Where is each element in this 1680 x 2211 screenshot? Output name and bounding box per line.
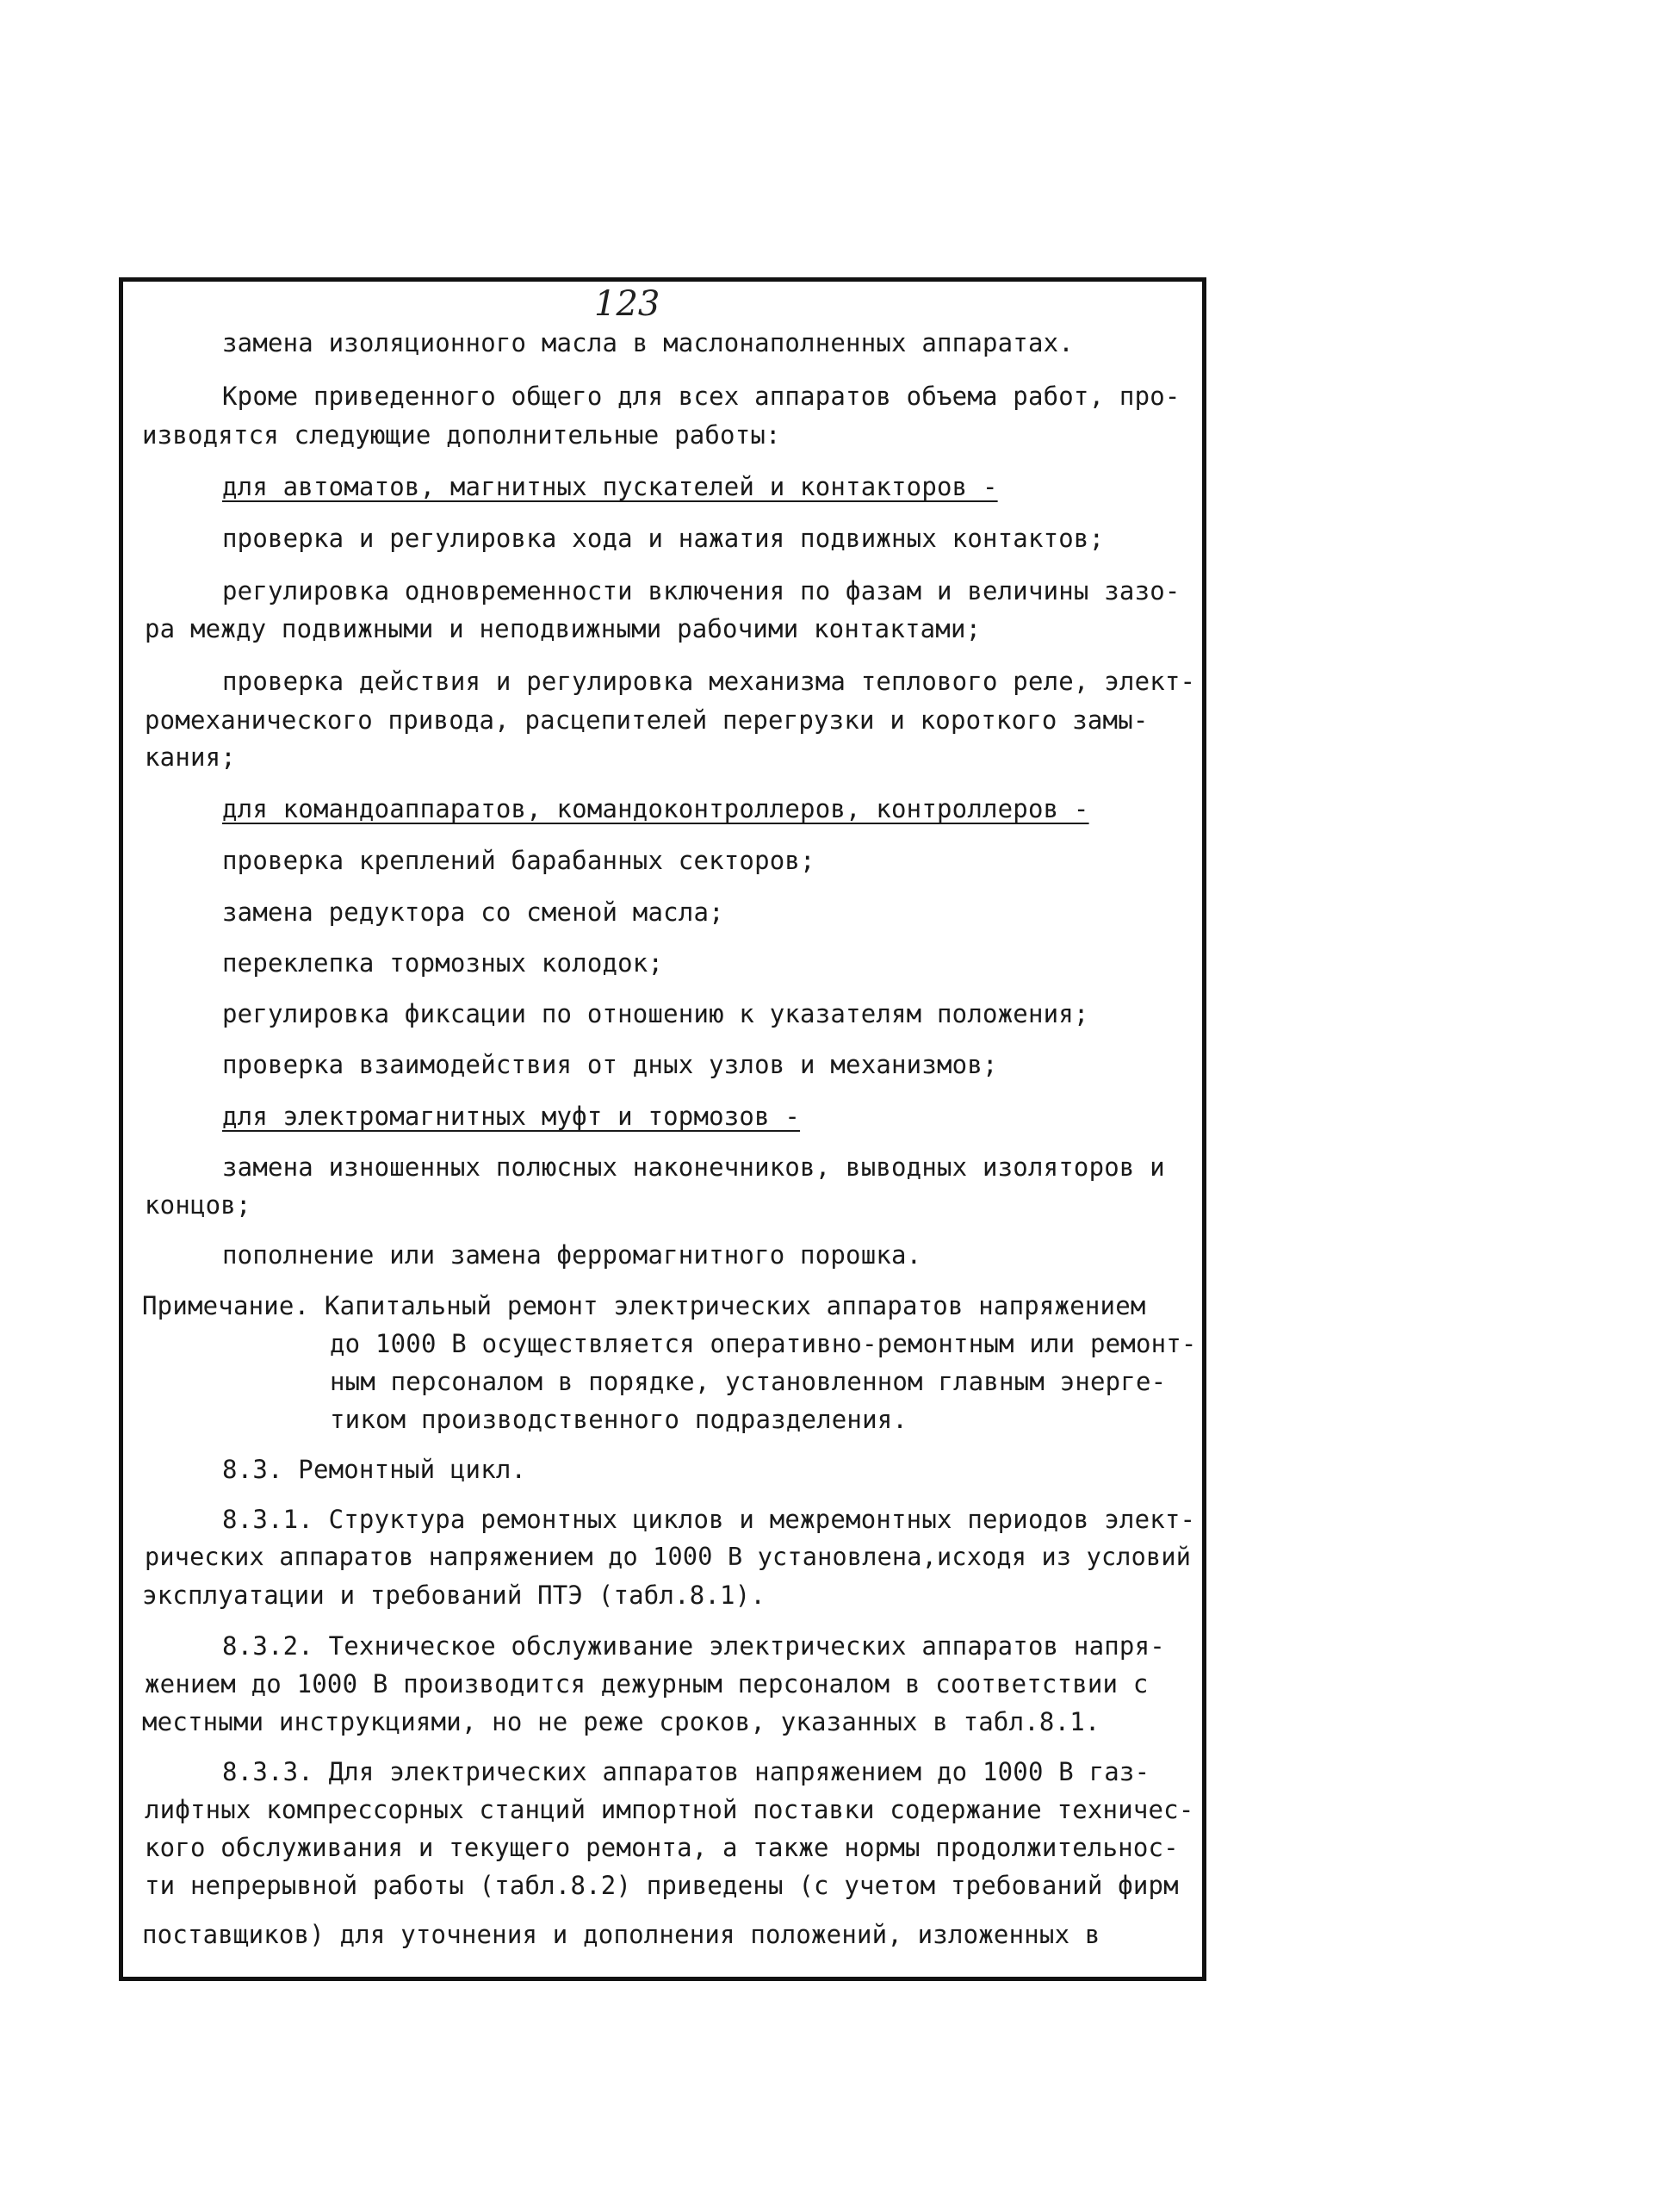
text-line: Кроме приведенного общего для всех аппаратов объема работ, про-: [222, 382, 1181, 411]
text-line: регулировка одновременности включения по фазам и величины зазо-: [222, 576, 1181, 606]
text-line: замена изношенных полюсных наконечников, выводных изоляторов и: [222, 1152, 1165, 1182]
text-line: рических аппаратов напряжением до 1000 В установлена,исходя из условий: [145, 1543, 1192, 1571]
text-line: кания;: [145, 742, 236, 772]
text-line: 8.3.3. Для электрических аппаратов напряжением до 1000 В газ-: [222, 1757, 1150, 1786]
text-line: ра между подвижными и неподвижными рабочими контактами;: [145, 614, 982, 643]
section-title: 8.3. Ремонтный цикл.: [222, 1455, 527, 1484]
text-line: замена изоляционного масла в маслонаполненных аппаратах.: [222, 328, 1074, 357]
text-line: жением до 1000 В производится дежурным персоналом в соответствии с: [145, 1669, 1149, 1699]
section-heading-commandoapparats: для командоаппаратов, командоконтроллеров, контроллеров -: [222, 794, 1089, 823]
section-heading-clutches: для электромагнитных муфт и тормозов -: [222, 1102, 801, 1131]
text-line: переклепка тормозных колодок;: [222, 948, 664, 978]
text-line: эксплуатации и требований ПТЭ (табл.8.1).: [142, 1581, 766, 1610]
text-line: проверка креплений барабанных секторов;: [222, 846, 815, 875]
text-line: поставщиков) для уточнения и дополнения положений, изложенных в: [142, 1920, 1100, 1949]
text-line: регулировка фиксации по отношению к указателям положения;: [222, 999, 1089, 1028]
section-heading-automats: для автоматов, магнитных пускателей и контакторов -: [222, 472, 998, 501]
text-line: кого обслуживания и текущего ремонта, а также нормы продолжительнос-: [145, 1833, 1179, 1862]
note-label-line: Примечание. Капитальный ремонт электрических аппаратов напряжением: [142, 1291, 1146, 1320]
text-line: 8.3.1. Структура ремонтных циклов и межремонтных периодов элект-: [222, 1505, 1196, 1534]
text-line: ти непрерывной работы (табл.8.2) приведены (с учетом требований фирм: [145, 1871, 1179, 1900]
text-line: лифтных компрессорных станций импортной поставки содержание техничес-: [145, 1795, 1194, 1824]
text-line: проверка взаимодействия от дных узлов и механизмов;: [222, 1050, 998, 1079]
text-line: 8.3.2. Техническое обслуживание электрических аппаратов напря-: [222, 1631, 1165, 1661]
text-line: тиком производственного подразделения.: [330, 1405, 908, 1434]
text-line: концов;: [145, 1190, 251, 1220]
text-line: ным персоналом в порядке, установленном главным энерге-: [330, 1367, 1167, 1396]
text-line: проверка и регулировка хода и нажатия подвижных контактов;: [222, 524, 1105, 553]
text-line: ромеханического привода, расцепителей перегрузки и короткого замы-: [145, 705, 1149, 735]
text-line: до 1000 В осуществляется оперативно-ремонтным или ремонт-: [330, 1329, 1197, 1358]
text-line: изводятся следующие дополнительные работы:: [142, 420, 781, 450]
page-number: 123: [594, 284, 660, 324]
text-line: проверка действия и регулировка механизма теплового реле, элект-: [222, 667, 1196, 696]
text-line: пополнение или замена ферромагнитного порошка.: [222, 1240, 922, 1270]
text-line: замена редуктора со сменой масла;: [222, 897, 724, 927]
text-line: местными инструкциями, но не реже сроков, указанных в табл.8.1.: [142, 1707, 1100, 1736]
